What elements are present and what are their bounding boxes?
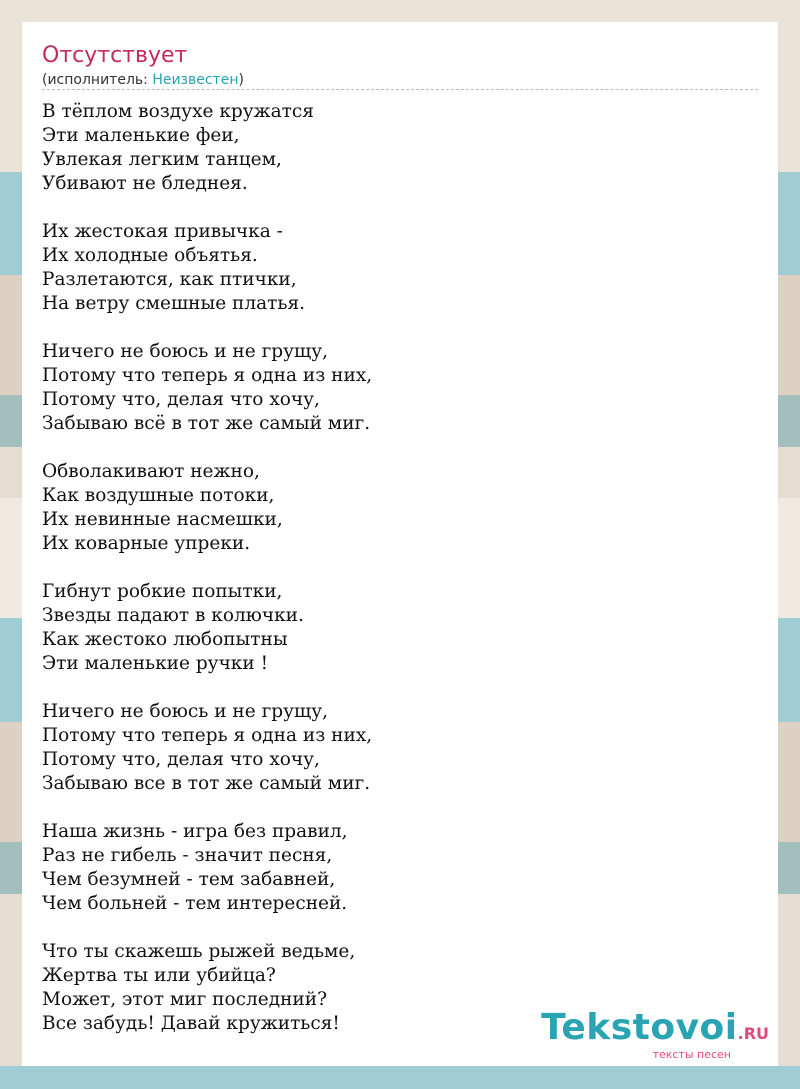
lyric-line: Наша жизнь - игра без правил,: [42, 821, 348, 842]
lyric-line: Обволакивают нежно,: [42, 461, 260, 482]
logo-name: Tekstovoi: [541, 1007, 738, 1048]
stanza: [42, 100, 742, 196]
lyric-line: Их коварные упреки.: [42, 533, 251, 554]
lyric-line: Забываю всё в тот же самый миг.: [42, 413, 371, 434]
stanza: [42, 580, 742, 676]
artist-prefix: (исполнитель:: [42, 72, 153, 88]
lyric-line: Их невинные насмешки,: [42, 509, 283, 530]
lyric-line: В тёплом воздухе кружатся: [42, 101, 314, 122]
lyric-line: На ветру смешные платья.: [42, 293, 306, 314]
song-title: Отсутствует: [42, 43, 188, 68]
title-divider: [42, 89, 758, 90]
lyric-line: Ничего не боюсь и не грущу,: [42, 341, 328, 362]
lyric-line: Эти маленькие ручки !: [42, 653, 269, 674]
lyric-line: Ничего не боюсь и не грущу,: [42, 701, 328, 722]
lyric-line: Звезды падают в колючки.: [42, 605, 304, 626]
lyric-line: Их холодные объятья.: [42, 245, 258, 266]
lyric-line: Чем безумней - тем забавней,: [42, 869, 336, 890]
lyrics-body: [42, 100, 742, 1060]
lyric-line: Увлекая легким танцем,: [42, 149, 282, 170]
lyric-line: Забываю все в тот же самый миг.: [42, 773, 371, 794]
lyric-line: Может, этот миг последний?: [42, 989, 328, 1010]
artist-link[interactable]: Неизвестен: [152, 72, 239, 88]
lyric-line: Все забудь! Давай кружиться!: [42, 1013, 340, 1034]
lyric-line: Что ты скажешь рыжей ведьме,: [42, 941, 356, 962]
lyric-line: Потому что, делая что хочу,: [42, 749, 320, 770]
artist-line: [42, 71, 244, 89]
stanza: [42, 460, 742, 556]
lyrics-card: [22, 22, 778, 1066]
lyric-line: Потому что теперь я одна из них,: [42, 725, 373, 746]
lyric-line: Эти маленькие феи,: [42, 125, 240, 146]
artist-suffix: ): [238, 72, 244, 88]
lyric-line: Их жестокая привычка -: [42, 221, 283, 242]
logo-wordmark: [541, 1009, 769, 1053]
lyric-line: Как воздушные потоки,: [42, 485, 275, 506]
lyric-line: Убивают не бледнея.: [42, 173, 248, 194]
stanza: [42, 700, 742, 796]
stanza: [42, 820, 742, 916]
site-logo[interactable]: [541, 1009, 769, 1061]
stanza: [42, 220, 742, 316]
logo-tagline: тексты песен: [652, 1048, 731, 1061]
lyric-line: Потому что, делая что хочу,: [42, 389, 320, 410]
lyric-line: Потому что теперь я одна из них,: [42, 365, 373, 386]
lyric-line: Раз не гибель - значит песня,: [42, 845, 333, 866]
logo-tld: .RU: [737, 1024, 769, 1043]
stanza: [42, 340, 742, 436]
lyric-line: Разлетаются, как птички,: [42, 269, 297, 290]
lyric-line: Как жестоко любопытны: [42, 629, 288, 650]
lyric-line: Гибнут робкие попытки,: [42, 581, 283, 602]
lyric-line: Жертва ты или убийца?: [42, 965, 276, 986]
lyric-line: Чем больней - тем интересней.: [42, 893, 348, 914]
